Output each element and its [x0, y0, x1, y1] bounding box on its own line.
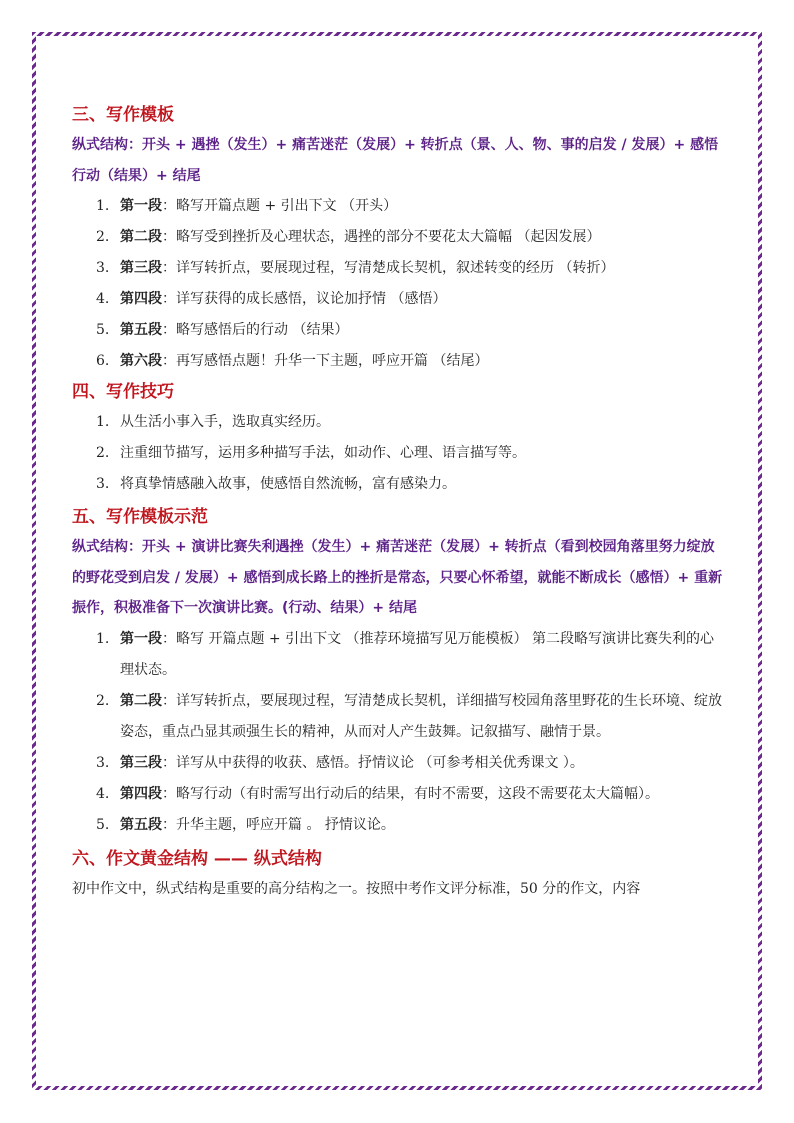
section-heading-writing-tips: 四、写作技巧 — [72, 382, 174, 402]
list-item: 3. 将真挚情感融入故事，使感悟自然流畅，富有感染力。 — [96, 476, 456, 492]
list-item: 2. 注重细节描写，运用多种描写手法，如动作、心理、语言描写等。 — [96, 445, 526, 461]
intro-paragraph: 初中作文中，纵式结构是重要的高分结构之一。按照中考作文评分标准，50 分的作文，内容 — [72, 880, 641, 897]
list-item: 3. 第三段：详写从中获得的收获、感悟。抒情议论 （可参考相关优秀课文 ）。 — [96, 754, 584, 771]
section-heading-template-example: 五、写作模板示范 — [72, 507, 208, 527]
list-item: 2. 第二段：详写转折点，要展现过程，写清楚成长契机，详细描写校园角落里野花的生长环境、绽放姿态，重点凸显其顽强生长的精神，从而对人产生鼓舞。记叙描写、融情于景。 — [96, 692, 722, 740]
tips-list — [72, 407, 727, 500]
list-item: 1. 第一段：略写开篇点题 + 引出下文 （开头） — [96, 198, 398, 214]
section-heading-writing-template: 三、写作模板 — [72, 105, 174, 125]
example-steps-list — [72, 624, 727, 841]
list-item: 4. 第四段：略写行动（有时需写出行动后的结果，有时不需要，这段不需要花太大篇幅）。 — [96, 785, 659, 802]
section-heading-golden-structure: 六、作文黄金结构 —— 纵式结构 — [72, 848, 322, 869]
list-item: 4. 第四段：详写获得的成长感悟，议论加抒情 （感悟） — [96, 291, 447, 307]
list-item: 2. 第二段：略写受到挫折及心理状态，遇挫的部分不要花太大篇幅 （起因发展） — [96, 229, 601, 245]
structure-formula: 纵式结构：开头 + 遇挫（发生）+ 痛苦迷茫（发展）+ 转折点（景、人、物、事的启发 / 发展）+ 感悟行动（结果）+ 结尾 — [72, 137, 719, 184]
list-item: 5. 第五段：升华主题，呼应开篇 。 抒情议论。 — [96, 816, 395, 833]
list-item: 3. 第三段：详写转折点，要展现过程，写清楚成长契机，叙述转变的经历 （转折） — [96, 260, 615, 276]
list-item: 6. 第六段：再写感悟点题！升华一下主题，呼应开篇 （结尾） — [96, 353, 489, 369]
document-content — [72, 100, 727, 904]
list-item: 5. 第五段：略写感悟后的行动 （结果） — [96, 322, 349, 338]
list-item: 1. 从生活小事入手，选取真实经历。 — [96, 414, 330, 430]
example-structure-formula: 纵式结构：开头 + 演讲比赛失利遇挫（发生）+ 痛苦迷茫（发展）+ 转折点（看到校园角落里努力绽放的野花受到启发 / 发展）+ 感悟到成长路上的挫折是常态，只要心怀希望，就能不断成长（感悟）+ 重新振作，积极准备下一次演讲比赛。(行动、结果）+ 结尾 — [72, 539, 723, 616]
list-item: 1. 第一段：略写 开篇点题 + 引出下文 （推荐环境描写见万能模板） 第二段略写演讲比赛失利的心理状态。 — [96, 630, 714, 678]
template-steps-list — [72, 191, 727, 377]
